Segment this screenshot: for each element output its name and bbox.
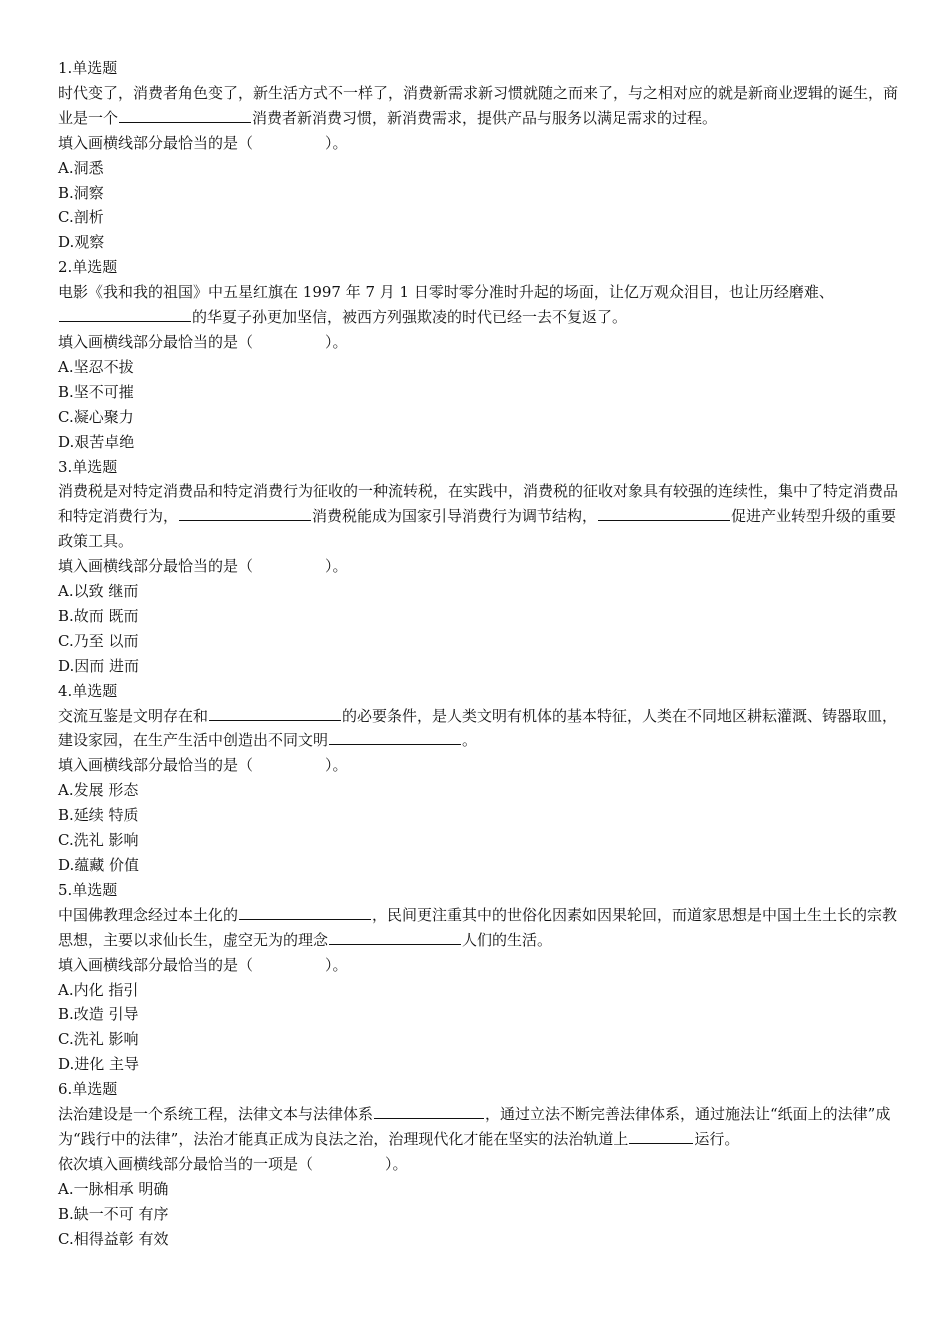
question-stem: 电影《我和我的祖国》中五星红旗在 1997 年 7 月 1 日零时零分准时升起的场面，让亿万观众泪目，也让历经磨难、的华夏子孙更加坚信，被西方列强欺凌的时代已经一去不复返了。 xyxy=(58,283,834,327)
question-prompt: 填入画横线部分最恰当的是（ ）。 xyxy=(58,133,348,152)
option-a[interactable]: A.以致 继而 xyxy=(58,582,139,601)
option-c[interactable]: C.凝心聚力 xyxy=(58,407,134,426)
option-b[interactable]: B.缺一不可 有序 xyxy=(58,1204,169,1223)
question-1 xyxy=(58,56,900,255)
option-d[interactable]: D.因而 进而 xyxy=(58,656,140,675)
question-stem: 法治建设是一个系统工程，法律文本与法律体系 ，通过立法不断完善法律体系，通过施法让“纸面上的法律”成为“践行中的法律”，法治才能真正成为良法之治，治理现代化才能在坚实的法治轨道上 运行。 xyxy=(58,1105,891,1148)
question-header: 3.单选题 xyxy=(58,457,118,476)
option-b[interactable]: B.延续 特质 xyxy=(58,806,139,825)
option-b[interactable]: B.故而 既而 xyxy=(58,606,139,625)
option-d[interactable]: D.进化 主导 xyxy=(58,1055,140,1074)
fill-blank xyxy=(329,730,461,745)
question-prompt: 填入画横线部分最恰当的是（ ）。 xyxy=(58,557,348,576)
question-header: 5.单选题 xyxy=(58,880,118,899)
question-header: 1.单选题 xyxy=(58,59,118,77)
option-c[interactable]: C.相得益彰 有效 xyxy=(58,1229,169,1248)
question-5 xyxy=(58,878,900,1077)
fill-blank xyxy=(374,1104,484,1119)
fill-blank xyxy=(629,1129,693,1144)
option-b[interactable]: B.洞察 xyxy=(58,183,104,202)
option-a[interactable]: A.发展 形态 xyxy=(58,781,139,800)
option-d[interactable]: D.蕴藏 价值 xyxy=(58,856,140,874)
question-stem: 消费税是对特定消费品和特定消费行为征收的一种流转税，在实践中，消费税的征收对象具有较强的连续性，集中了特定消费品和特定消费行为， 消费税能成为国家引导消费行为调节结构， 促进产业转型升级的重要政策工具。 xyxy=(58,482,899,551)
fill-blank xyxy=(119,108,251,123)
question-2 xyxy=(58,255,900,454)
option-a[interactable]: A.一脉相承 明确 xyxy=(58,1179,169,1198)
question-header: 6.单选题 xyxy=(58,1080,118,1099)
fill-blank xyxy=(329,930,461,945)
fill-blank xyxy=(209,706,341,721)
fill-blank xyxy=(59,307,191,322)
fill-blank xyxy=(239,905,371,920)
question-prompt: 填入画横线部分最恰当的是（ ）。 xyxy=(58,332,348,351)
option-a[interactable]: A.内化 指引 xyxy=(58,980,139,999)
option-d[interactable]: D.艰苦卓绝 xyxy=(58,432,135,451)
question-3 xyxy=(58,455,900,679)
option-c[interactable]: C.洗礼 影响 xyxy=(58,1030,139,1049)
question-stem: 中国佛教理念经过本土化的 ，民间更注重其中的世俗化因素如因果轮回，而道家思想是中国土生土长的宗教思想，主要以求仙长生，虚空无为的理念 人们的生活。 xyxy=(58,905,898,949)
question-header: 2.单选题 xyxy=(58,258,118,277)
question-4 xyxy=(58,679,900,878)
question-header: 4.单选题 xyxy=(58,681,118,700)
option-a[interactable]: A.坚忍不拔 xyxy=(58,357,134,376)
question-prompt: 依次填入画横线部分最恰当的一项是（ ）。 xyxy=(58,1154,408,1173)
option-b[interactable]: B.改造 引导 xyxy=(58,1005,139,1024)
fill-blank xyxy=(179,506,311,521)
option-c[interactable]: C.剖析 xyxy=(58,208,104,227)
option-b[interactable]: B.坚不可摧 xyxy=(58,382,134,401)
option-d[interactable]: D.观察 xyxy=(58,233,105,252)
question-6 xyxy=(58,1077,900,1251)
option-c[interactable]: C.洗礼 影响 xyxy=(58,831,139,850)
question-stem: 时代变了，消费者角色变了，新生活方式不一样了，消费新需求新习惯就随之而来了，与之相对应的就是新商业逻辑的诞生，商业是一个 消费者新消费习惯，新消费需求，提供产品与服务以满足需求的过程。 xyxy=(58,83,899,127)
document-page xyxy=(58,56,900,1252)
question-prompt: 填入画横线部分最恰当的是（ ）。 xyxy=(58,955,348,974)
fill-blank xyxy=(598,506,730,521)
question-stem: 交流互鉴是文明存在和 的必要条件，是人类文明有机体的基本特征，人类在不同地区耕耘灌溉、铸器取皿，建设家园，在生产生活中创造出不同文明 。 xyxy=(58,706,898,750)
option-a[interactable]: A.洞悉 xyxy=(58,158,104,177)
question-prompt: 填入画横线部分最恰当的是（ ）。 xyxy=(58,756,348,775)
option-c[interactable]: C.乃至 以而 xyxy=(58,631,139,650)
